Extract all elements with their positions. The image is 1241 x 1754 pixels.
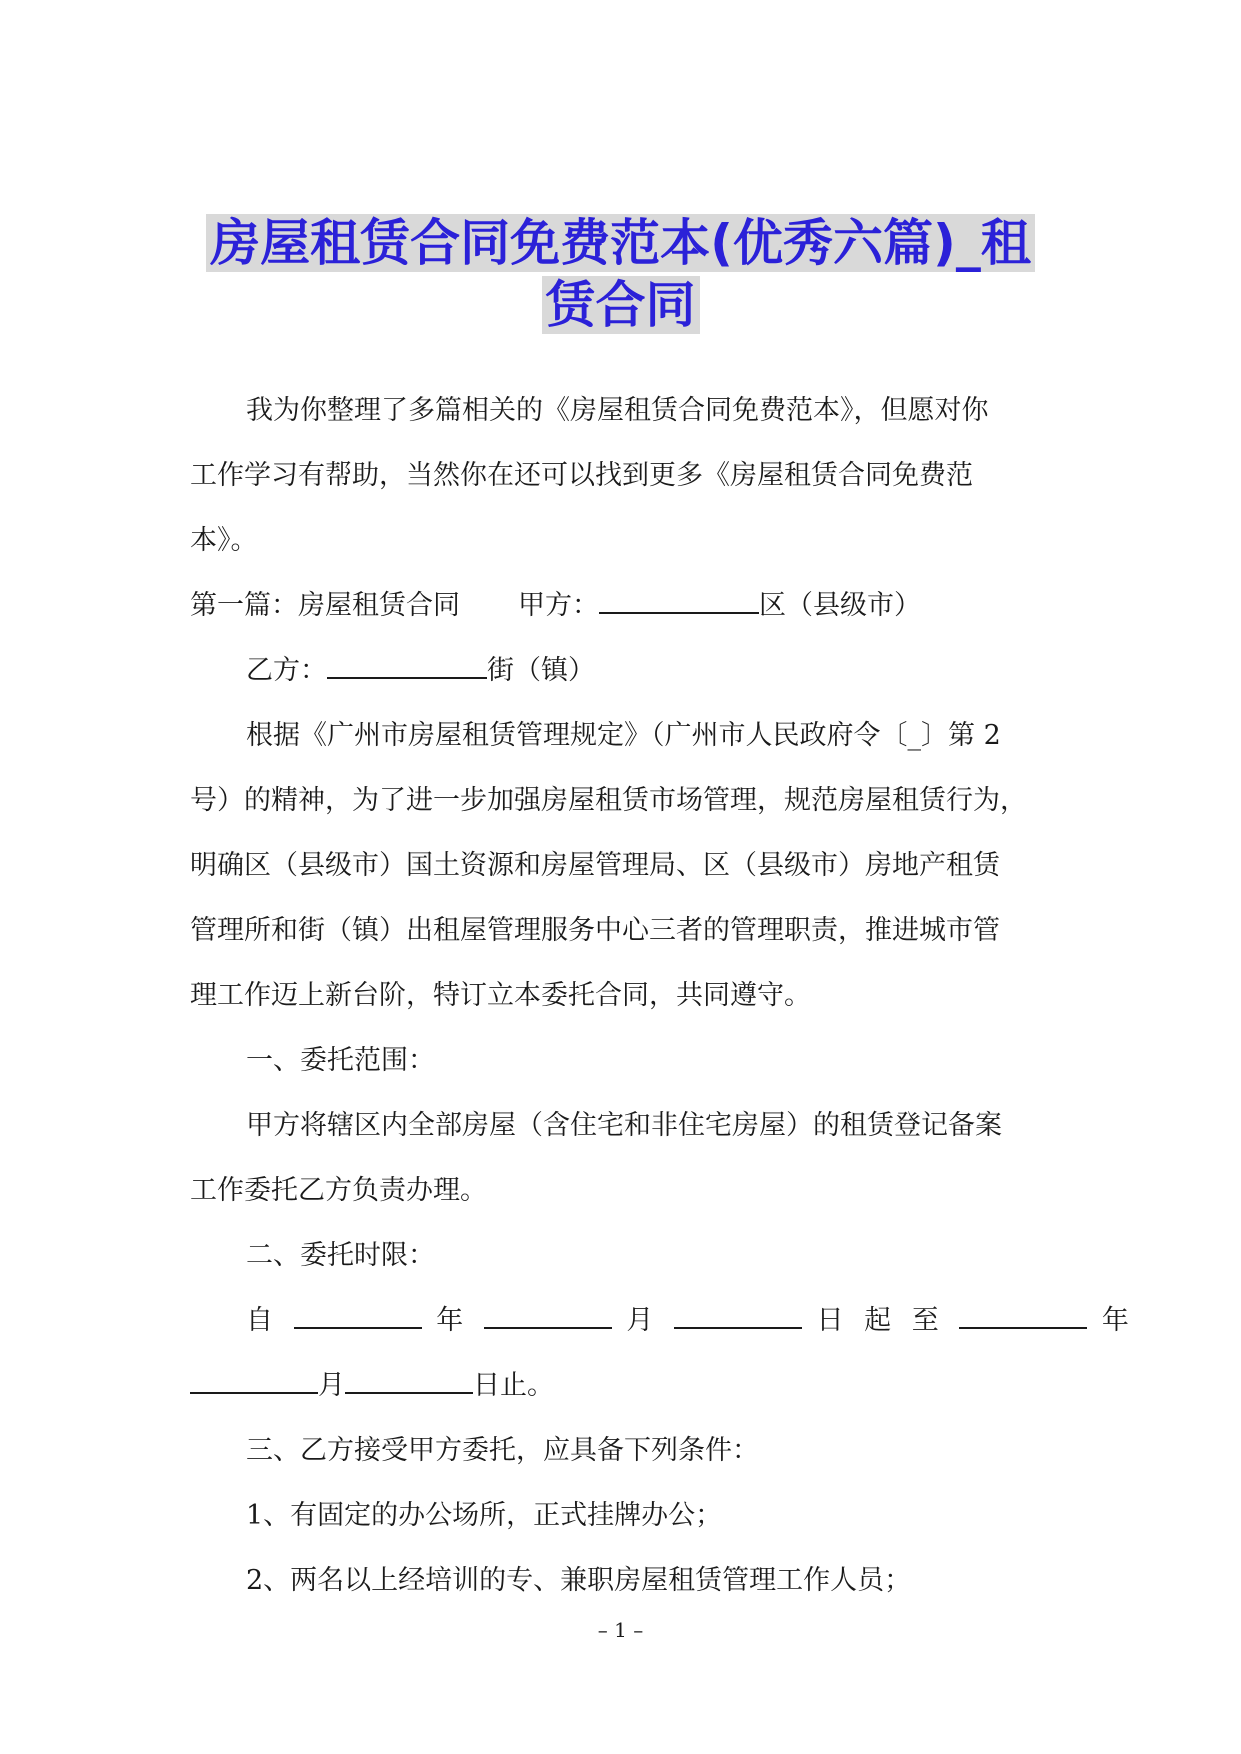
section-title: 第一篇：房屋租赁合同 xyxy=(190,590,460,621)
basis-line-2: 号）的精神，为了进一步加强房屋租赁市场管理，规范房屋租赁行为， xyxy=(190,785,1027,816)
intro-line-2: 工作学习有帮助，当然你在还可以找到更多《房屋租赁合同免费范 xyxy=(190,460,973,491)
party-a-label: 甲方： xyxy=(518,590,599,621)
basis-line-1: 根据《广州市房屋租赁管理规定》（广州市人民政府令〔_〕第 2 xyxy=(246,720,1001,751)
term-year: 年 xyxy=(436,1305,470,1336)
intro-line-1: 我为你整理了多篇相关的《房屋租赁合同免费范本》，但愿对你 xyxy=(246,395,989,426)
scope-line-2: 工作委托乙方负责办理。 xyxy=(190,1175,487,1206)
basis-line-4: 管理所和街（镇）出租屋管理服务中心三者的管理职责，推进城市管 xyxy=(190,915,1000,946)
intro-line-3: 本》。 xyxy=(190,525,258,556)
title-line-1: 房屋租赁合同免费范本(优秀六篇)_租 xyxy=(206,214,1035,272)
start-month-blank xyxy=(484,1301,612,1329)
party-a-blank xyxy=(599,586,759,614)
end-month-blank xyxy=(190,1366,318,1394)
end-day-blank xyxy=(345,1366,473,1394)
scope-line-1: 甲方将辖区内全部房屋（含住宅和非住宅房屋）的租赁登记备案 xyxy=(246,1110,1002,1141)
title-line-2: 赁合同 xyxy=(542,276,700,334)
condition-item-2: 2、两名以上经培训的专、兼职房屋租赁管理工作人员； xyxy=(246,1565,912,1596)
basis-line-5: 理工作迈上新台阶，特订立本委托合同，共同遵守。 xyxy=(190,980,811,1011)
document-title xyxy=(0,212,1241,336)
condition-item-1: 1、有固定的办公场所，正式挂牌办公； xyxy=(246,1500,723,1531)
page-number: – 1 – xyxy=(597,1618,644,1642)
party-a-suffix: 区（县级市） xyxy=(759,590,921,621)
term-month-2: 月 xyxy=(318,1370,345,1401)
scope-heading: 一、委托范围： xyxy=(246,1045,435,1076)
party-b-blank xyxy=(327,651,487,679)
party-b-suffix: 街（镇） xyxy=(487,655,595,686)
term-month: 月 xyxy=(626,1305,660,1336)
start-day-blank xyxy=(674,1301,802,1329)
party-b-line xyxy=(190,638,1060,703)
end-year-blank xyxy=(959,1301,1087,1329)
term-from: 自 xyxy=(246,1305,279,1336)
basis-line-3: 明确区（县级市）国土资源和房屋管理局、区（县级市）房地产租赁 xyxy=(190,850,1000,881)
term-end: 日止。 xyxy=(473,1370,554,1401)
party-a-line xyxy=(190,573,1060,638)
term-date-line xyxy=(190,1288,1135,1353)
term-heading: 二、委托时限： xyxy=(246,1240,435,1271)
term-year-2: 年 xyxy=(1101,1305,1135,1336)
document-body xyxy=(190,378,1135,1613)
term-date-line-2 xyxy=(190,1353,1060,1418)
start-year-blank xyxy=(294,1301,422,1329)
term-day-to: 日 起 至 xyxy=(816,1305,945,1336)
party-b-label: 乙方： xyxy=(246,655,327,686)
conditions-heading: 三、乙方接受甲方委托，应具备下列条件： xyxy=(246,1435,759,1466)
